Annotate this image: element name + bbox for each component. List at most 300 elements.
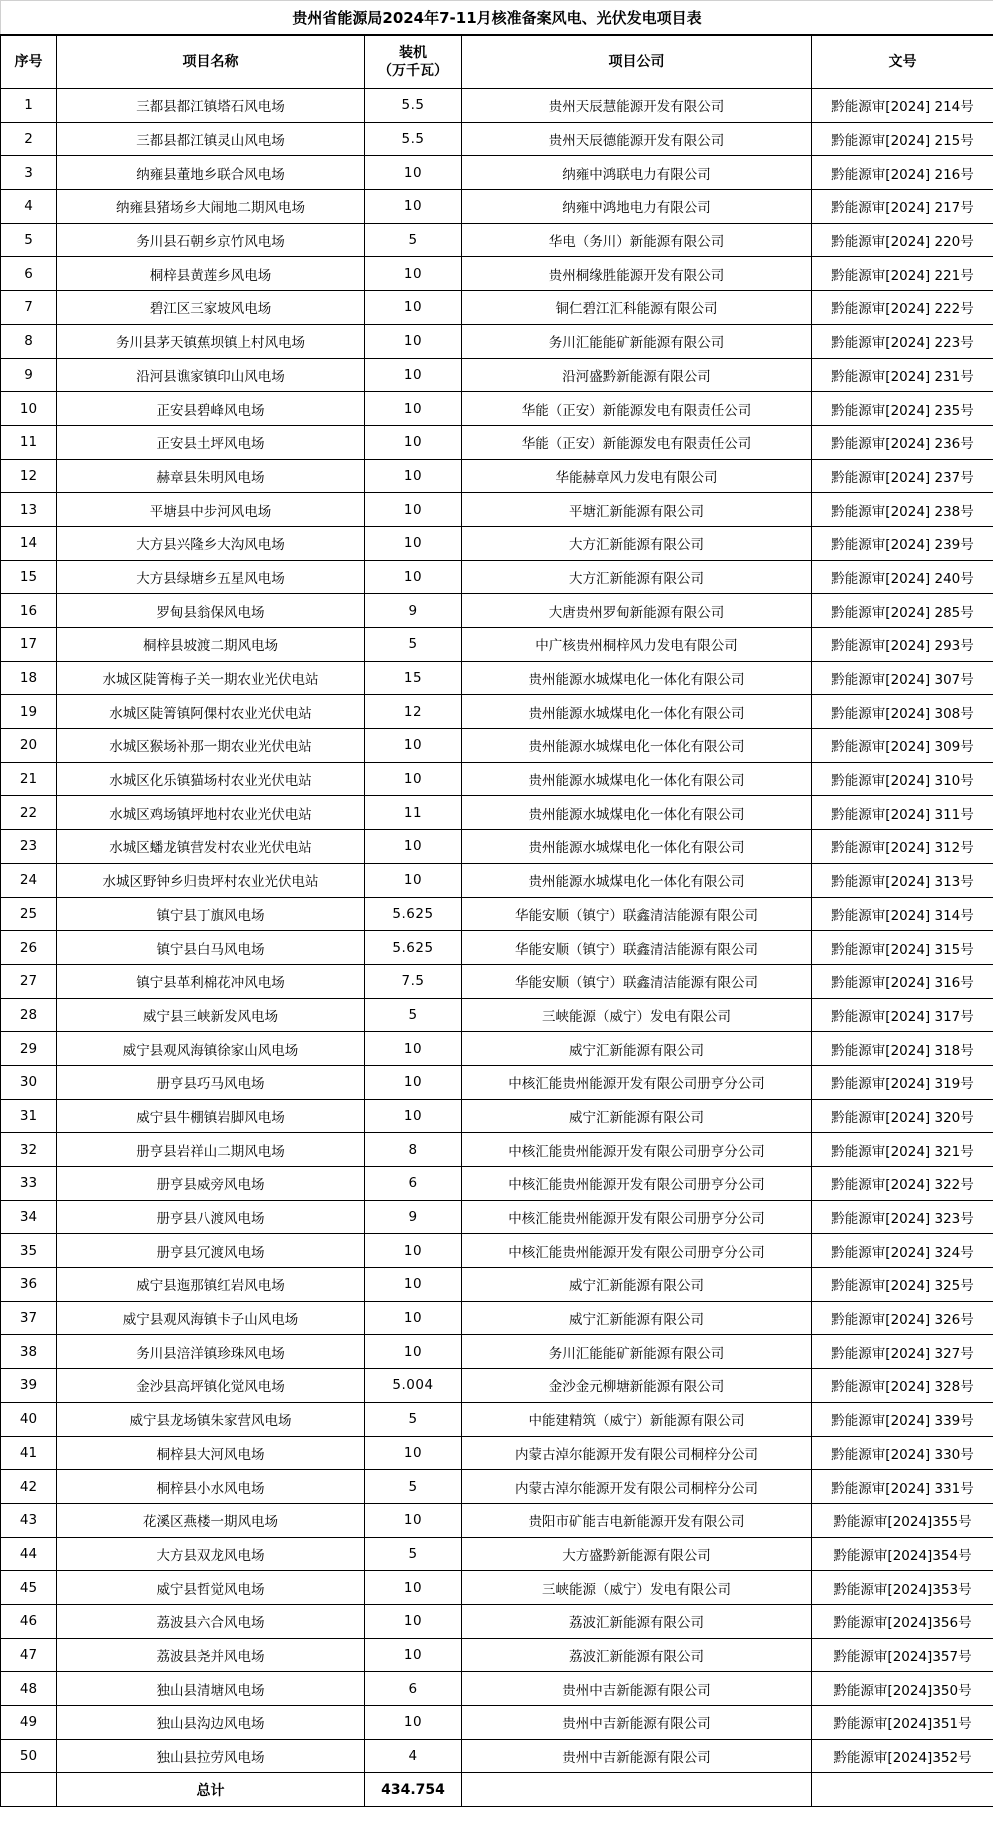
header-capacity bbox=[365, 35, 462, 89]
doc-number: 黔能源审[2024] 239号 bbox=[812, 526, 993, 560]
project-name: 大方县兴隆乡大沟风电场 bbox=[57, 526, 365, 560]
project-name: 威宁县哲觉风电场 bbox=[57, 1571, 365, 1605]
capacity-value: 10 bbox=[365, 1604, 462, 1638]
project-name: 正安县碧峰风电场 bbox=[57, 392, 365, 426]
doc-number: 黔能源审[2024] 320号 bbox=[812, 1099, 993, 1133]
project-company: 荔波汇新能源有限公司 bbox=[462, 1638, 812, 1672]
project-name: 荔波县尧并风电场 bbox=[57, 1638, 365, 1672]
row-index: 35 bbox=[1, 1234, 57, 1268]
capacity-value: 10 bbox=[365, 1571, 462, 1605]
doc-number: 黔能源审[2024] 323号 bbox=[812, 1200, 993, 1234]
doc-number: 黔能源审[2024] 237号 bbox=[812, 459, 993, 493]
table-row bbox=[1, 1133, 993, 1167]
project-company: 贵州能源水城煤电化一体化有限公司 bbox=[462, 661, 812, 695]
project-company: 中核汇能贵州能源开发有限公司册亨分公司 bbox=[462, 1234, 812, 1268]
row-index: 13 bbox=[1, 493, 57, 527]
project-name: 威宁县迤那镇红岩风电场 bbox=[57, 1268, 365, 1302]
capacity-value: 5.625 bbox=[365, 931, 462, 965]
capacity-value: 10 bbox=[365, 392, 462, 426]
project-name: 水城区陡箐梅子关一期农业光伏电站 bbox=[57, 661, 365, 695]
project-company: 平塘汇新能源有限公司 bbox=[462, 493, 812, 527]
project-company: 威宁汇新能源有限公司 bbox=[462, 1301, 812, 1335]
capacity-value: 8 bbox=[365, 1133, 462, 1167]
capacity-value: 10 bbox=[365, 560, 462, 594]
table-row bbox=[1, 695, 993, 729]
row-index: 25 bbox=[1, 897, 57, 931]
project-company: 贵州中吉新能源有限公司 bbox=[462, 1739, 812, 1773]
table-row bbox=[1, 1571, 993, 1605]
project-name: 桐梓县坡渡二期风电场 bbox=[57, 628, 365, 662]
table-row bbox=[1, 1369, 993, 1403]
row-index: 36 bbox=[1, 1268, 57, 1302]
row-index: 41 bbox=[1, 1436, 57, 1470]
table-row bbox=[1, 931, 993, 965]
project-name: 罗甸县翁保风电场 bbox=[57, 594, 365, 628]
project-company: 贵州能源水城煤电化一体化有限公司 bbox=[462, 762, 812, 796]
row-index: 34 bbox=[1, 1200, 57, 1234]
project-name: 镇宁县革利棉花冲风电场 bbox=[57, 964, 365, 998]
project-name: 纳雍县猪场乡大闹地二期风电场 bbox=[57, 190, 365, 224]
table-row bbox=[1, 1200, 993, 1234]
project-name: 独山县沟边风电场 bbox=[57, 1706, 365, 1740]
doc-number: 黔能源审[2024] 217号 bbox=[812, 190, 993, 224]
project-name: 桐梓县小水风电场 bbox=[57, 1470, 365, 1504]
row-index: 31 bbox=[1, 1099, 57, 1133]
project-company: 贵州中吉新能源有限公司 bbox=[462, 1672, 812, 1706]
header-project-name: 项目名称 bbox=[57, 35, 365, 89]
table-row bbox=[1, 1032, 993, 1066]
table-row bbox=[1, 223, 993, 257]
project-company: 华能安顺（镇宁）联鑫清洁能源有限公司 bbox=[462, 964, 812, 998]
project-company: 贵州能源水城煤电化一体化有限公司 bbox=[462, 830, 812, 864]
doc-number: 黔能源审[2024] 308号 bbox=[812, 695, 993, 729]
doc-number: 黔能源审[2024]350号 bbox=[812, 1672, 993, 1706]
table-row bbox=[1, 392, 993, 426]
project-name: 桐梓县大河风电场 bbox=[57, 1436, 365, 1470]
doc-number: 黔能源审[2024] 319号 bbox=[812, 1065, 993, 1099]
total-index-cell bbox=[1, 1773, 57, 1807]
table-row bbox=[1, 594, 993, 628]
capacity-value: 10 bbox=[365, 1706, 462, 1740]
capacity-value: 10 bbox=[365, 830, 462, 864]
row-index: 47 bbox=[1, 1638, 57, 1672]
capacity-value: 10 bbox=[365, 1065, 462, 1099]
table-row bbox=[1, 998, 993, 1032]
row-index: 32 bbox=[1, 1133, 57, 1167]
table-row bbox=[1, 1470, 993, 1504]
table-row bbox=[1, 762, 993, 796]
doc-number: 黔能源审[2024] 312号 bbox=[812, 830, 993, 864]
project-company: 贵州能源水城煤电化一体化有限公司 bbox=[462, 796, 812, 830]
capacity-value: 10 bbox=[365, 1301, 462, 1335]
doc-number: 黔能源审[2024] 321号 bbox=[812, 1133, 993, 1167]
doc-number: 黔能源审[2024] 327号 bbox=[812, 1335, 993, 1369]
table-row bbox=[1, 526, 993, 560]
row-index: 49 bbox=[1, 1706, 57, 1740]
capacity-value: 10 bbox=[365, 425, 462, 459]
project-company: 华能赫章风力发电有限公司 bbox=[462, 459, 812, 493]
project-company: 贵州天辰德能源开发有限公司 bbox=[462, 122, 812, 156]
row-index: 5 bbox=[1, 223, 57, 257]
doc-number: 黔能源审[2024] 236号 bbox=[812, 425, 993, 459]
doc-number: 黔能源审[2024] 235号 bbox=[812, 392, 993, 426]
capacity-value: 5.625 bbox=[365, 897, 462, 931]
capacity-value: 10 bbox=[365, 1234, 462, 1268]
row-index: 12 bbox=[1, 459, 57, 493]
capacity-value: 7.5 bbox=[365, 964, 462, 998]
project-name: 水城区蟠龙镇营发村农业光伏电站 bbox=[57, 830, 365, 864]
project-name: 务川县涪洋镇珍珠风电场 bbox=[57, 1335, 365, 1369]
row-index: 28 bbox=[1, 998, 57, 1032]
capacity-value: 5 bbox=[365, 223, 462, 257]
row-index: 4 bbox=[1, 190, 57, 224]
project-company: 华能（正安）新能源发电有限责任公司 bbox=[462, 392, 812, 426]
table-row bbox=[1, 1301, 993, 1335]
project-company: 威宁汇新能源有限公司 bbox=[462, 1099, 812, 1133]
project-company: 中核汇能贵州能源开发有限公司册亨分公司 bbox=[462, 1133, 812, 1167]
doc-number: 黔能源审[2024]353号 bbox=[812, 1571, 993, 1605]
project-name: 务川县茅天镇蕉坝镇上村风电场 bbox=[57, 324, 365, 358]
table-body bbox=[1, 89, 993, 1773]
table-row bbox=[1, 628, 993, 662]
capacity-value: 6 bbox=[365, 1167, 462, 1201]
project-company: 大方盛黔新能源有限公司 bbox=[462, 1537, 812, 1571]
row-index: 39 bbox=[1, 1369, 57, 1403]
table-row bbox=[1, 190, 993, 224]
row-index: 45 bbox=[1, 1571, 57, 1605]
row-index: 48 bbox=[1, 1672, 57, 1706]
project-company: 荔波汇新能源有限公司 bbox=[462, 1604, 812, 1638]
doc-number: 黔能源审[2024] 220号 bbox=[812, 223, 993, 257]
project-name: 册亨县威旁风电场 bbox=[57, 1167, 365, 1201]
project-name: 平塘县中步河风电场 bbox=[57, 493, 365, 527]
row-index: 26 bbox=[1, 931, 57, 965]
row-index: 50 bbox=[1, 1739, 57, 1773]
row-index: 3 bbox=[1, 156, 57, 190]
project-company: 内蒙古淖尔能源开发有限公司桐梓分公司 bbox=[462, 1470, 812, 1504]
doc-number: 黔能源审[2024] 339号 bbox=[812, 1402, 993, 1436]
capacity-value: 12 bbox=[365, 695, 462, 729]
row-index: 10 bbox=[1, 392, 57, 426]
capacity-value: 5.004 bbox=[365, 1369, 462, 1403]
project-name: 水城区陡箐镇阿倮村农业光伏电站 bbox=[57, 695, 365, 729]
project-name: 册亨县冗渡风电场 bbox=[57, 1234, 365, 1268]
row-index: 24 bbox=[1, 863, 57, 897]
doc-number: 黔能源审[2024] 222号 bbox=[812, 291, 993, 325]
table-row bbox=[1, 122, 993, 156]
capacity-value: 10 bbox=[365, 1503, 462, 1537]
project-name: 威宁县三峡新发风电场 bbox=[57, 998, 365, 1032]
row-index: 15 bbox=[1, 560, 57, 594]
row-index: 7 bbox=[1, 291, 57, 325]
capacity-value: 5 bbox=[365, 1470, 462, 1504]
project-name: 册亨县巧马风电场 bbox=[57, 1065, 365, 1099]
project-company: 华能安顺（镇宁）联鑫清洁能源有限公司 bbox=[462, 897, 812, 931]
title-row bbox=[1, 1, 993, 36]
total-company-cell bbox=[462, 1773, 812, 1807]
doc-number: 黔能源审[2024] 216号 bbox=[812, 156, 993, 190]
project-name: 册亨县八渡风电场 bbox=[57, 1200, 365, 1234]
capacity-value: 11 bbox=[365, 796, 462, 830]
project-company: 中能建精筑（威宁）新能源有限公司 bbox=[462, 1402, 812, 1436]
project-company: 三峡能源（威宁）发电有限公司 bbox=[462, 1571, 812, 1605]
row-index: 29 bbox=[1, 1032, 57, 1066]
row-index: 33 bbox=[1, 1167, 57, 1201]
project-name: 独山县拉劳风电场 bbox=[57, 1739, 365, 1773]
capacity-value: 10 bbox=[365, 762, 462, 796]
doc-number: 黔能源审[2024] 315号 bbox=[812, 931, 993, 965]
row-index: 27 bbox=[1, 964, 57, 998]
project-company: 纳雍中鸿地电力有限公司 bbox=[462, 190, 812, 224]
project-name: 赫章县朱明风电场 bbox=[57, 459, 365, 493]
row-index: 30 bbox=[1, 1065, 57, 1099]
row-index: 18 bbox=[1, 661, 57, 695]
project-company: 大方汇新能源有限公司 bbox=[462, 560, 812, 594]
project-name: 水城区猴场补那一期农业光伏电站 bbox=[57, 729, 365, 763]
doc-number: 黔能源审[2024] 330号 bbox=[812, 1436, 993, 1470]
table-row bbox=[1, 1268, 993, 1302]
project-company: 务川汇能能矿新能源有限公司 bbox=[462, 324, 812, 358]
table-row bbox=[1, 1739, 993, 1773]
total-label: 总计 bbox=[57, 1773, 365, 1807]
capacity-value: 10 bbox=[365, 526, 462, 560]
project-company: 中广核贵州桐梓风力发电有限公司 bbox=[462, 628, 812, 662]
doc-number: 黔能源审[2024] 240号 bbox=[812, 560, 993, 594]
table-row bbox=[1, 964, 993, 998]
project-name: 正安县土坪风电场 bbox=[57, 425, 365, 459]
doc-number: 黔能源审[2024]356号 bbox=[812, 1604, 993, 1638]
doc-number: 黔能源审[2024] 307号 bbox=[812, 661, 993, 695]
project-name: 镇宁县白马风电场 bbox=[57, 931, 365, 965]
row-index: 42 bbox=[1, 1470, 57, 1504]
project-company: 沿河盛黔新能源有限公司 bbox=[462, 358, 812, 392]
row-index: 22 bbox=[1, 796, 57, 830]
project-company: 内蒙古淖尔能源开发有限公司桐梓分公司 bbox=[462, 1436, 812, 1470]
row-index: 38 bbox=[1, 1335, 57, 1369]
header-index: 序号 bbox=[1, 35, 57, 89]
header-capacity-unit: （万千瓦） bbox=[378, 63, 448, 79]
table-row bbox=[1, 796, 993, 830]
doc-number: 黔能源审[2024] 214号 bbox=[812, 89, 993, 123]
table-row bbox=[1, 1167, 993, 1201]
capacity-value: 5.5 bbox=[365, 122, 462, 156]
project-company: 中核汇能贵州能源开发有限公司册亨分公司 bbox=[462, 1167, 812, 1201]
doc-number: 黔能源审[2024] 285号 bbox=[812, 594, 993, 628]
capacity-value: 5 bbox=[365, 1537, 462, 1571]
project-name: 威宁县龙场镇朱家营风电场 bbox=[57, 1402, 365, 1436]
row-index: 40 bbox=[1, 1402, 57, 1436]
capacity-value: 5.5 bbox=[365, 89, 462, 123]
capacity-value: 10 bbox=[365, 1268, 462, 1302]
doc-number: 黔能源审[2024] 316号 bbox=[812, 964, 993, 998]
row-index: 44 bbox=[1, 1537, 57, 1571]
table-row bbox=[1, 257, 993, 291]
project-name: 三都县都江镇塔石风电场 bbox=[57, 89, 365, 123]
project-company: 大方汇新能源有限公司 bbox=[462, 526, 812, 560]
row-index: 17 bbox=[1, 628, 57, 662]
project-name: 水城区野钟乡归贵坪村农业光伏电站 bbox=[57, 863, 365, 897]
table-row bbox=[1, 1537, 993, 1571]
doc-number: 黔能源审[2024] 313号 bbox=[812, 863, 993, 897]
table-row bbox=[1, 729, 993, 763]
capacity-value: 10 bbox=[365, 1335, 462, 1369]
total-capacity: 434.754 bbox=[365, 1773, 462, 1807]
capacity-value: 10 bbox=[365, 493, 462, 527]
row-index: 14 bbox=[1, 526, 57, 560]
project-company: 贵州桐缘胜能源开发有限公司 bbox=[462, 257, 812, 291]
project-name: 碧江区三家坡风电场 bbox=[57, 291, 365, 325]
table-row bbox=[1, 830, 993, 864]
header-row bbox=[1, 35, 993, 89]
capacity-value: 10 bbox=[365, 291, 462, 325]
table-row bbox=[1, 1604, 993, 1638]
doc-number: 黔能源审[2024] 328号 bbox=[812, 1369, 993, 1403]
project-name: 册亨县岩祥山二期风电场 bbox=[57, 1133, 365, 1167]
project-name: 镇宁县丁旗风电场 bbox=[57, 897, 365, 931]
table-row bbox=[1, 1065, 993, 1099]
capacity-value: 10 bbox=[365, 1436, 462, 1470]
project-company: 大唐贵州罗甸新能源有限公司 bbox=[462, 594, 812, 628]
doc-number: 黔能源审[2024] 317号 bbox=[812, 998, 993, 1032]
row-index: 37 bbox=[1, 1301, 57, 1335]
capacity-value: 10 bbox=[365, 863, 462, 897]
project-name: 金沙县高坪镇化觉风电场 bbox=[57, 1369, 365, 1403]
capacity-value: 10 bbox=[365, 729, 462, 763]
table-row bbox=[1, 560, 993, 594]
doc-number: 黔能源审[2024]355号 bbox=[812, 1503, 993, 1537]
capacity-value: 4 bbox=[365, 1739, 462, 1773]
row-index: 16 bbox=[1, 594, 57, 628]
table-row bbox=[1, 1706, 993, 1740]
project-name: 纳雍县董地乡联合风电场 bbox=[57, 156, 365, 190]
project-name: 大方县绿塘乡五星风电场 bbox=[57, 560, 365, 594]
project-company: 威宁汇新能源有限公司 bbox=[462, 1032, 812, 1066]
doc-number: 黔能源审[2024] 314号 bbox=[812, 897, 993, 931]
doc-number: 黔能源审[2024] 293号 bbox=[812, 628, 993, 662]
capacity-value: 10 bbox=[365, 1638, 462, 1672]
table-row bbox=[1, 1402, 993, 1436]
doc-number: 黔能源审[2024] 309号 bbox=[812, 729, 993, 763]
project-name: 沿河县谯家镇印山风电场 bbox=[57, 358, 365, 392]
row-index: 2 bbox=[1, 122, 57, 156]
doc-number: 黔能源审[2024] 238号 bbox=[812, 493, 993, 527]
doc-number: 黔能源审[2024] 322号 bbox=[812, 1167, 993, 1201]
doc-number: 黔能源审[2024] 310号 bbox=[812, 762, 993, 796]
table-row bbox=[1, 89, 993, 123]
project-company: 贵州能源水城煤电化一体化有限公司 bbox=[462, 695, 812, 729]
table-row bbox=[1, 1672, 993, 1706]
capacity-value: 5 bbox=[365, 1402, 462, 1436]
doc-number: 黔能源审[2024] 311号 bbox=[812, 796, 993, 830]
doc-number: 黔能源审[2024] 221号 bbox=[812, 257, 993, 291]
capacity-value: 5 bbox=[365, 628, 462, 662]
doc-number: 黔能源审[2024]357号 bbox=[812, 1638, 993, 1672]
project-company: 贵阳市矿能吉电新能源开发有限公司 bbox=[462, 1503, 812, 1537]
header-capacity-line1: 装机 bbox=[399, 45, 427, 61]
project-company: 务川汇能能矿新能源有限公司 bbox=[462, 1335, 812, 1369]
row-index: 8 bbox=[1, 324, 57, 358]
table-row bbox=[1, 291, 993, 325]
project-company: 金沙金元柳塘新能源有限公司 bbox=[462, 1369, 812, 1403]
capacity-value: 10 bbox=[365, 358, 462, 392]
row-index: 1 bbox=[1, 89, 57, 123]
row-index: 23 bbox=[1, 830, 57, 864]
project-company: 铜仁碧江汇科能源有限公司 bbox=[462, 291, 812, 325]
project-name: 荔波县六合风电场 bbox=[57, 1604, 365, 1638]
doc-number: 黔能源审[2024] 223号 bbox=[812, 324, 993, 358]
table-row bbox=[1, 1436, 993, 1470]
project-company: 华电（务川）新能源有限公司 bbox=[462, 223, 812, 257]
project-name: 水城区化乐镇猫场村农业光伏电站 bbox=[57, 762, 365, 796]
table-row bbox=[1, 1335, 993, 1369]
project-company: 威宁汇新能源有限公司 bbox=[462, 1268, 812, 1302]
project-name: 花溪区燕楼一期风电场 bbox=[57, 1503, 365, 1537]
capacity-value: 10 bbox=[365, 190, 462, 224]
total-doc-cell bbox=[812, 1773, 993, 1807]
row-index: 6 bbox=[1, 257, 57, 291]
table-row bbox=[1, 897, 993, 931]
project-company: 中核汇能贵州能源开发有限公司册亨分公司 bbox=[462, 1065, 812, 1099]
project-name: 务川县石朝乡京竹风电场 bbox=[57, 223, 365, 257]
row-index: 11 bbox=[1, 425, 57, 459]
row-index: 19 bbox=[1, 695, 57, 729]
capacity-value: 6 bbox=[365, 1672, 462, 1706]
doc-number: 黔能源审[2024] 215号 bbox=[812, 122, 993, 156]
row-index: 21 bbox=[1, 762, 57, 796]
table-row bbox=[1, 459, 993, 493]
capacity-value: 9 bbox=[365, 1200, 462, 1234]
table-row bbox=[1, 493, 993, 527]
project-name: 威宁县观风海镇卡子山风电场 bbox=[57, 1301, 365, 1335]
table-row bbox=[1, 425, 993, 459]
project-company: 三峡能源（威宁）发电有限公司 bbox=[462, 998, 812, 1032]
header-doc-number: 文号 bbox=[812, 35, 993, 89]
table-row bbox=[1, 1099, 993, 1133]
capacity-value: 5 bbox=[365, 998, 462, 1032]
table-row bbox=[1, 358, 993, 392]
capacity-value: 10 bbox=[365, 1099, 462, 1133]
project-company: 纳雍中鸿联电力有限公司 bbox=[462, 156, 812, 190]
row-index: 9 bbox=[1, 358, 57, 392]
doc-number: 黔能源审[2024] 331号 bbox=[812, 1470, 993, 1504]
capacity-value: 10 bbox=[365, 1032, 462, 1066]
table-row bbox=[1, 1503, 993, 1537]
project-company: 华能（正安）新能源发电有限责任公司 bbox=[462, 425, 812, 459]
capacity-value: 10 bbox=[365, 257, 462, 291]
table-row bbox=[1, 863, 993, 897]
doc-number: 黔能源审[2024]354号 bbox=[812, 1537, 993, 1571]
capacity-value: 10 bbox=[365, 459, 462, 493]
doc-number: 黔能源审[2024] 324号 bbox=[812, 1234, 993, 1268]
capacity-value: 15 bbox=[365, 661, 462, 695]
project-name: 水城区鸡场镇坪地村农业光伏电站 bbox=[57, 796, 365, 830]
header-company: 项目公司 bbox=[462, 35, 812, 89]
capacity-value: 9 bbox=[365, 594, 462, 628]
project-company: 贵州能源水城煤电化一体化有限公司 bbox=[462, 863, 812, 897]
project-name: 桐梓县黄莲乡风电场 bbox=[57, 257, 365, 291]
row-index: 43 bbox=[1, 1503, 57, 1537]
project-name: 三都县都江镇灵山风电场 bbox=[57, 122, 365, 156]
doc-number: 黔能源审[2024]351号 bbox=[812, 1706, 993, 1740]
row-index: 20 bbox=[1, 729, 57, 763]
project-name: 大方县双龙风电场 bbox=[57, 1537, 365, 1571]
project-company: 华能安顺（镇宁）联鑫清洁能源有限公司 bbox=[462, 931, 812, 965]
doc-number: 黔能源审[2024] 325号 bbox=[812, 1268, 993, 1302]
project-company: 贵州天辰慧能源开发有限公司 bbox=[462, 89, 812, 123]
project-name: 威宁县观风海镇徐家山风电场 bbox=[57, 1032, 365, 1066]
doc-number: 黔能源审[2024] 231号 bbox=[812, 358, 993, 392]
table-title: 贵州省能源局2024年7-11月核准备案风电、光伏发电项目表 bbox=[1, 1, 993, 36]
